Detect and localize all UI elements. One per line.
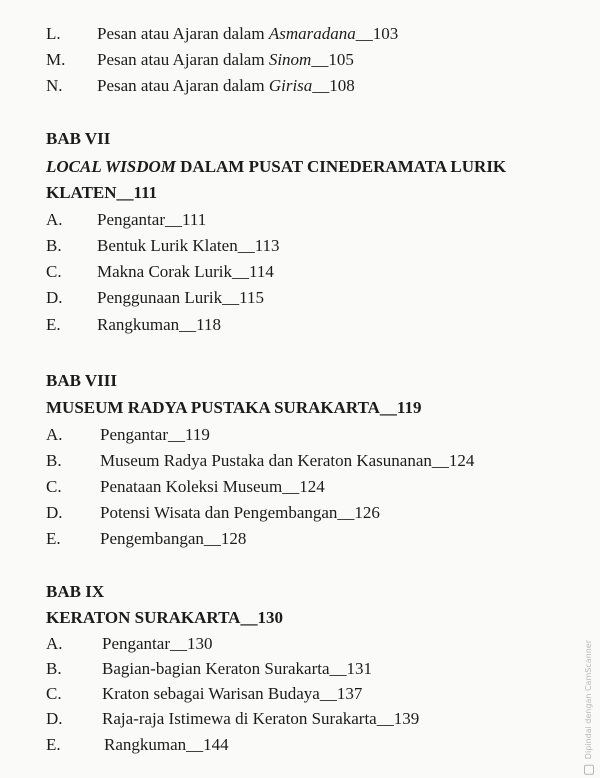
item-letter: D. bbox=[46, 503, 63, 522]
watermark-text: Dipindai dengan CamScanner bbox=[584, 640, 593, 760]
item-text: Pengantar__111 bbox=[97, 210, 207, 229]
item-page: __103 bbox=[355, 24, 399, 43]
item-letter: D. bbox=[46, 709, 63, 728]
item-text: Rangkuman__144 bbox=[104, 735, 229, 754]
item-text: Pengembangan__128 bbox=[100, 529, 247, 548]
chapter-label: BAB VII bbox=[46, 129, 111, 148]
chapter-title-rest: DALAM PUSAT CINEDERAMATA LURIK bbox=[175, 157, 507, 176]
chapter-label: BAB IX bbox=[46, 582, 105, 601]
chapter-title-line2: KLATEN__111 bbox=[46, 183, 158, 202]
item-letter: A. bbox=[46, 210, 63, 229]
item-text: Pengantar__130 bbox=[102, 634, 213, 653]
item-letter: N. bbox=[46, 76, 63, 95]
item-text: Kraton sebagai Warisan Budaya__137 bbox=[102, 684, 363, 703]
item-letter: M. bbox=[46, 50, 66, 69]
item-text: Pesan atau Ajaran dalam bbox=[97, 50, 269, 69]
item-letter: B. bbox=[46, 659, 62, 678]
item-text-italic: Girisa bbox=[268, 76, 313, 95]
item-letter: B. bbox=[46, 451, 62, 470]
item-text: Pengantar__119 bbox=[100, 425, 210, 444]
item-text-italic: Asmaradana bbox=[268, 24, 356, 43]
camscanner-icon bbox=[584, 765, 594, 775]
item-text: Rangkuman__118 bbox=[97, 315, 222, 334]
item-letter: A. bbox=[46, 425, 63, 444]
chapter-title-italic: LOCAL WISDOM bbox=[46, 157, 176, 176]
item-page: __108 bbox=[312, 76, 355, 95]
item-text: Raja-raja Istimewa di Keraton Surakarta__139 bbox=[102, 709, 420, 728]
item-letter: L. bbox=[46, 24, 61, 43]
item-text: Bagian-bagian Keraton Surakarta__131 bbox=[102, 659, 373, 678]
item-letter: C. bbox=[46, 262, 62, 281]
item-text: Penataan Koleksi Museum__124 bbox=[100, 477, 325, 496]
item-letter: C. bbox=[46, 477, 62, 496]
item-text: Potensi Wisata dan Pengembangan__126 bbox=[100, 503, 380, 522]
item-text: Pesan atau Ajaran dalam bbox=[97, 76, 269, 95]
chapter-title bbox=[46, 157, 506, 177]
item-letter: D. bbox=[46, 288, 63, 307]
item-text: Museum Radya Pustaka dan Keraton Kasunanan__124 bbox=[100, 451, 475, 470]
item-text-italic: Sinom bbox=[268, 50, 312, 69]
item-text: Makna Corak Lurik__114 bbox=[97, 262, 274, 281]
item-text: Pesan atau Ajaran dalam bbox=[97, 24, 269, 43]
item-letter: C. bbox=[46, 684, 62, 703]
scanner-watermark bbox=[584, 640, 594, 775]
item-letter: A. bbox=[46, 634, 63, 653]
item-letter: E. bbox=[46, 735, 61, 754]
item-letter: B. bbox=[46, 236, 62, 255]
item-text: Bentuk Lurik Klaten__113 bbox=[97, 236, 280, 255]
chapter-label: BAB VIII bbox=[46, 371, 118, 390]
item-page: __105 bbox=[311, 50, 354, 69]
item-letter: E. bbox=[46, 315, 61, 334]
item-text: Penggunaan Lurik__115 bbox=[97, 288, 264, 307]
chapter-title: KERATON SURAKARTA__130 bbox=[46, 608, 283, 627]
item-letter: E. bbox=[46, 529, 61, 548]
chapter-title: MUSEUM RADYA PUSTAKA SURAKARTA__119 bbox=[46, 398, 422, 417]
